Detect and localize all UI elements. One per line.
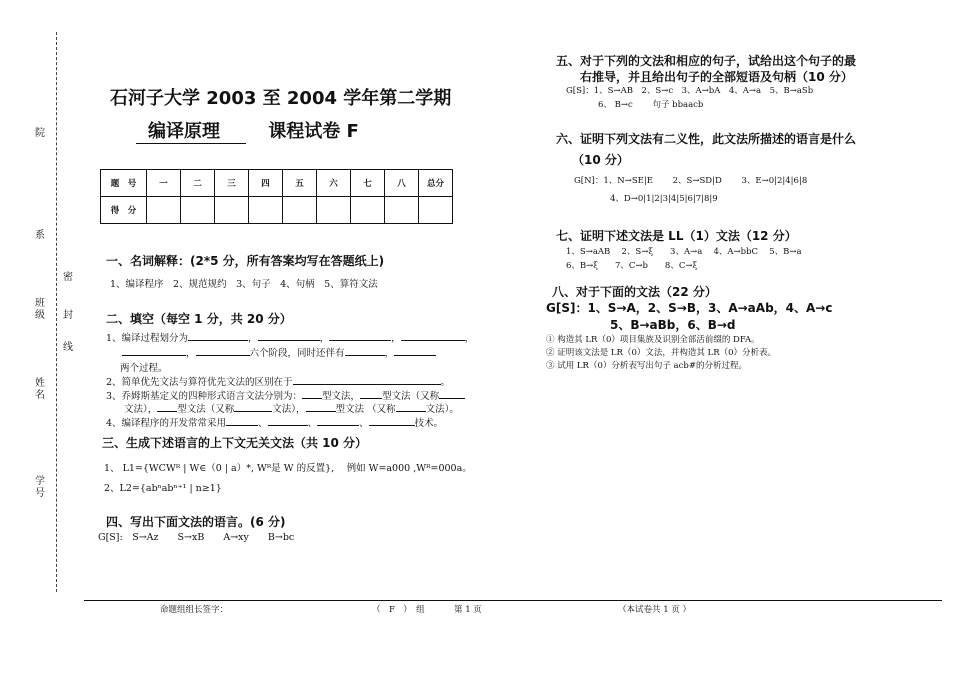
q5-heading-line2: 右推导，并且给出句子的全部短语及句柄（10 分） <box>580 70 853 84</box>
course-line <box>136 117 359 144</box>
q5-line1: G[S]：1、S→AB 2、S→c 3、A→bA 4、A→a 5、B→aSb <box>566 86 814 96</box>
q3-line2: 2、L2={abⁿabⁿ⁺¹ | n≥1} <box>104 483 222 494</box>
q2-item4-text: 4、编译程序的开发常常采用 <box>106 418 227 429</box>
q2-item1-text: 1、编译过程划分为 <box>106 333 189 344</box>
q6-heading-line2: （10 分） <box>572 153 629 167</box>
q8-grammar-line2: 5、B→aBb，6、B→d <box>610 318 736 332</box>
seal-xian: 线 <box>63 342 73 353</box>
q6-heading-line1: 六、证明下列文法有二义性，此文法所描述的语言是什么 <box>556 132 857 146</box>
q2-heading: 二、填空（每空 1 分，共 20 分） <box>106 312 292 326</box>
score-table-score-row <box>101 197 453 224</box>
q2-item4-end: 技术。 <box>414 418 444 429</box>
score-input-5 <box>283 197 317 224</box>
q2-line4: 2、简单优先文法与算符优先文法的区别在于 。 <box>106 377 451 388</box>
score-table <box>100 169 453 224</box>
q2-item1-mid: 六个阶段，同时还伴有 <box>249 348 345 359</box>
q3-heading: 三、生成下述语言的上下文无关文法（共 10 分） <box>102 436 368 450</box>
q2-item3-h: 文法）。 <box>425 404 459 415</box>
score-cell-q4: 四 <box>249 170 283 197</box>
score-input-6 <box>317 197 351 224</box>
q4-heading: 四、写出下面文法的语言。(6 分) <box>106 515 286 529</box>
q5-heading-line1: 五、对于下列的文法和相应的句子，试给出这个句子的最 <box>556 54 857 68</box>
q7-line1: 1、S→aAB 2、S→ξ 3、A→a 4、A→bbC 5、B→a <box>566 247 802 257</box>
q8-item2: ② 证明该文法是 LR（0）文法，并构造其 LR（0）分析表。 <box>546 348 777 358</box>
margin-label-name: 姓名 <box>35 378 45 401</box>
margin-label-class: 班级 <box>35 298 45 321</box>
score-cell-q7: 七 <box>351 170 385 197</box>
score-cell-q8: 八 <box>385 170 419 197</box>
q6-line1: G[N]：1、N→SE|E 2、S→SD|D 3、E→0|2|4|6|8 <box>574 176 808 186</box>
footer-total-pages: （本试卷共 1 页 ） <box>618 605 692 615</box>
q8-heading: 八、对于下面的文法（22 分） <box>552 285 717 299</box>
q2-item3-g: 型文法 （又称 <box>335 404 396 415</box>
exam-name: 课程试卷 F <box>268 121 359 142</box>
q2-item2-text: 2、简单优先文法与算符优先文法的区别在于 <box>106 377 293 388</box>
exam-title: 石河子大学 2003 至 2004 学年第二学期 <box>110 88 452 109</box>
q2-item3-text: 3、乔姆斯基定义的四种形式语言文法分别为： <box>106 391 303 402</box>
q2-item3-b: 型文法， <box>322 391 361 402</box>
footer-group: （ F ） 组 <box>372 605 425 615</box>
q2-line6 <box>124 401 459 415</box>
score-input-2 <box>181 197 215 224</box>
q8-item1: ① 构造其 LR（0）项目集族及识别全部活前缀的 DFA。 <box>546 335 760 345</box>
margin-label-department: 系 <box>35 230 45 241</box>
score-cell-q2: 二 <box>181 170 215 197</box>
binding-dashed-line <box>56 32 57 592</box>
margin-label-college: 院 <box>35 128 45 139</box>
score-input-1 <box>147 197 181 224</box>
q7-heading: 七、证明下述文法是 LL（1）文法（12 分） <box>556 229 797 243</box>
q2-line1: 1、编译过程划分为 ， ， ， ， <box>106 333 475 344</box>
q2-item3-e: 型文法（又称 <box>177 404 235 415</box>
score-cell-q5: 五 <box>283 170 317 197</box>
q3-line1: 1、 L1={WCWᴿ | W∈（0 | a）*, Wᴿ是 W 的反置}, 例如 W=a000 ,Wᴿ=000a。 <box>104 463 472 474</box>
q8-item3: ③ 试用 LR（0）分析表写出句子 acb#的分析过程。 <box>546 361 747 371</box>
q2-line5 <box>106 388 465 402</box>
score-cell-q6: 六 <box>317 170 351 197</box>
score-input-3 <box>215 197 249 224</box>
score-input-7 <box>351 197 385 224</box>
q5-line2: 6、 B→c 句子 bbaacb <box>598 100 704 110</box>
q2-item3-f: 文法）， <box>272 404 306 415</box>
course-name: 编译原理 <box>136 117 246 144</box>
score-cell-q1: 一 <box>147 170 181 197</box>
seal-mi: 密 <box>63 272 73 283</box>
q4-body: G[S]: S→Az S→xB A→xy B→bc <box>98 532 295 543</box>
score-cell-q3: 三 <box>215 170 249 197</box>
footer-signer: 命题组组长签字： <box>160 605 229 615</box>
score-row-label: 得 分 <box>101 197 147 224</box>
q1-heading: 一、名词解释：(2*5 分，所有答案均写在答题纸上) <box>106 254 385 268</box>
score-input-8 <box>385 197 419 224</box>
q6-line2: 4、D→0|1|2|3|4|5|6|7|8|9 <box>610 194 718 204</box>
q8-grammar-line1: G[S]：1、S→A，2、S→B，3、A→aAb，4、A→c <box>546 301 833 315</box>
score-table-header-row <box>101 170 453 197</box>
q2-item3-d: 文法）， <box>124 404 158 415</box>
q2-line2: ， 六个阶段，同时还伴有 ， <box>122 345 436 359</box>
score-input-4 <box>249 197 283 224</box>
footer-rule <box>84 600 942 601</box>
score-input-total <box>419 197 453 224</box>
q7-line2: 6、B→ξ 7、C→b 8、C→ξ <box>566 261 698 271</box>
q2-line7: 4、编译程序的开发常常采用 、 、 、 技术。 <box>106 418 444 429</box>
footer-page: 第 1 页 <box>454 605 482 615</box>
q1-body: 1、编译程序 2、规范规约 3、句子 4、句柄 5、算符文法 <box>110 279 378 290</box>
margin-label-student-id: 学号 <box>35 476 45 499</box>
score-cell-label: 题 号 <box>101 170 147 197</box>
q2-line3: 两个过程。 <box>120 363 168 374</box>
q2-item3-c: 型文法（又称 <box>382 391 440 402</box>
seal-feng: 封 <box>63 310 73 321</box>
score-cell-total: 总分 <box>419 170 453 197</box>
